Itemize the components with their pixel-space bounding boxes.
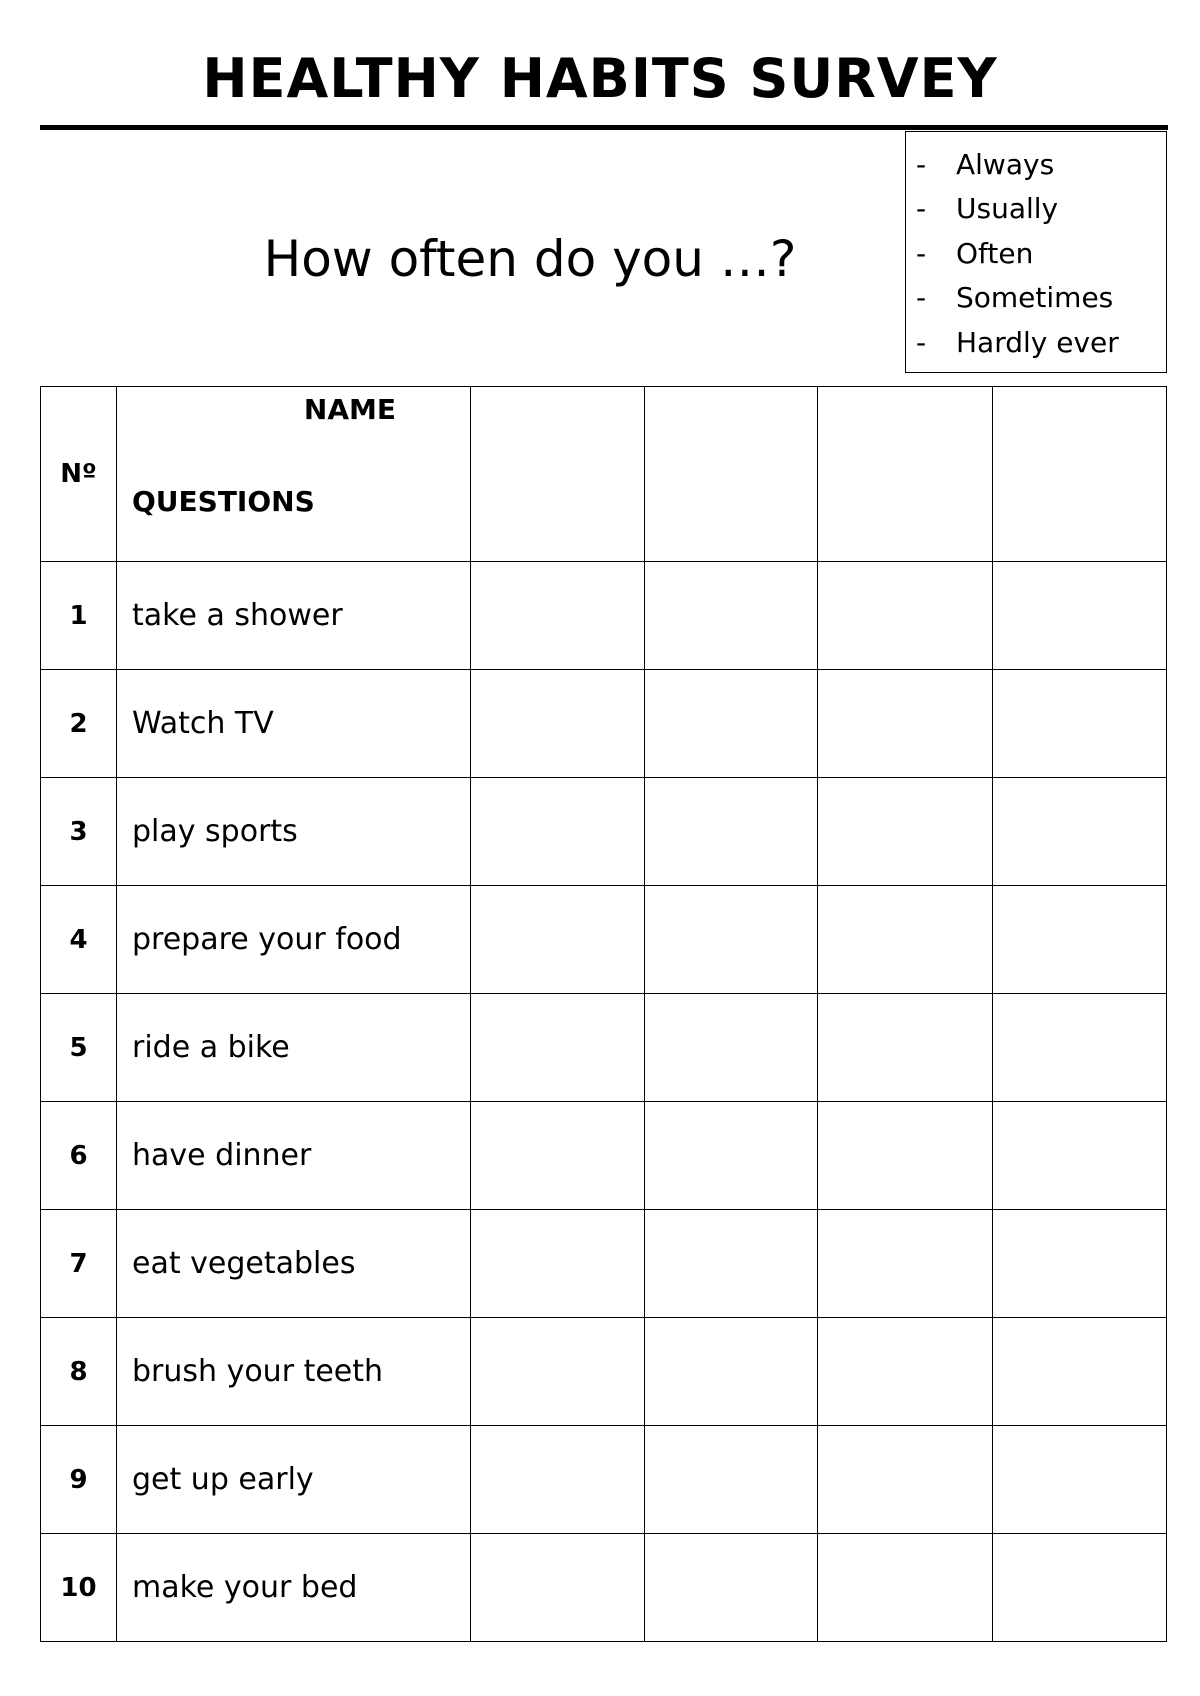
- answer-cell[interactable]: [645, 1102, 818, 1210]
- answer-cell[interactable]: [818, 562, 993, 670]
- row-question: ride a bike: [117, 994, 471, 1102]
- answer-cell[interactable]: [818, 1210, 993, 1318]
- answer-cell[interactable]: [645, 1534, 818, 1642]
- answer-cell[interactable]: [818, 1426, 993, 1534]
- questions-header: QUESTIONS: [132, 485, 315, 518]
- answer-cell[interactable]: [818, 1534, 993, 1642]
- row-number: 8: [41, 1318, 117, 1426]
- row-number: 4: [41, 886, 117, 994]
- answer-cell[interactable]: [993, 1318, 1167, 1426]
- answer-cell[interactable]: [818, 1318, 993, 1426]
- table-row: [41, 1318, 1167, 1426]
- name-entry-cell-1[interactable]: [471, 387, 645, 562]
- row-number: 7: [41, 1210, 117, 1318]
- legend-label: Sometimes: [956, 281, 1114, 315]
- answer-cell[interactable]: [645, 1426, 818, 1534]
- legend-item-always: [906, 142, 1166, 187]
- answer-cell[interactable]: [818, 670, 993, 778]
- answer-cell[interactable]: [645, 886, 818, 994]
- row-question: get up early: [117, 1426, 471, 1534]
- table-row: [41, 778, 1167, 886]
- frequency-legend: [905, 131, 1167, 373]
- legend-item-often: [906, 231, 1166, 276]
- table-row: [41, 1102, 1167, 1210]
- table-row: [41, 670, 1167, 778]
- row-question: prepare your food: [117, 886, 471, 994]
- row-question: make your bed: [117, 1534, 471, 1642]
- row-number: 3: [41, 778, 117, 886]
- name-entry-cell-2[interactable]: [645, 387, 818, 562]
- answer-cell[interactable]: [645, 562, 818, 670]
- legend-dash: -: [916, 192, 927, 226]
- answer-cell[interactable]: [993, 1426, 1167, 1534]
- legend-dash: -: [916, 281, 927, 315]
- row-question: brush your teeth: [117, 1318, 471, 1426]
- table-row: [41, 1426, 1167, 1534]
- legend-dash: -: [916, 325, 927, 359]
- answer-cell[interactable]: [645, 994, 818, 1102]
- name-entry-cell-4[interactable]: [993, 387, 1167, 562]
- answer-cell[interactable]: [471, 562, 645, 670]
- row-number: 10: [41, 1534, 117, 1642]
- name-header: NAME: [303, 393, 396, 426]
- legend-label: Often: [956, 236, 1034, 270]
- answer-cell[interactable]: [818, 778, 993, 886]
- answer-cell[interactable]: [471, 1102, 645, 1210]
- answer-cell[interactable]: [471, 886, 645, 994]
- table-header-row: [41, 387, 1167, 562]
- row-number: 6: [41, 1102, 117, 1210]
- legend-label: Always: [956, 147, 1055, 181]
- legend-dash: -: [916, 147, 927, 181]
- table-row: [41, 1534, 1167, 1642]
- name-questions-header: [117, 387, 471, 562]
- answer-cell[interactable]: [993, 778, 1167, 886]
- answer-cell[interactable]: [471, 1210, 645, 1318]
- answer-cell[interactable]: [993, 670, 1167, 778]
- row-question: play sports: [117, 778, 471, 886]
- legend-dash: -: [916, 236, 927, 270]
- table-row: [41, 886, 1167, 994]
- row-number: 5: [41, 994, 117, 1102]
- table-row: [41, 562, 1167, 670]
- legend-item-sometimes: [906, 276, 1166, 321]
- answer-cell[interactable]: [645, 670, 818, 778]
- answer-cell[interactable]: [818, 1102, 993, 1210]
- answer-cell[interactable]: [471, 670, 645, 778]
- row-question: take a shower: [117, 562, 471, 670]
- legend-label: Usually: [956, 192, 1059, 226]
- legend-item-usually: [906, 187, 1166, 232]
- survey-table: [40, 386, 1167, 1642]
- legend-label: Hardly ever: [956, 325, 1119, 359]
- table-row: [41, 994, 1167, 1102]
- table-row: [41, 1210, 1167, 1318]
- answer-cell[interactable]: [471, 778, 645, 886]
- row-number: 9: [41, 1426, 117, 1534]
- number-header: Nº: [41, 387, 117, 562]
- row-number: 1: [41, 562, 117, 670]
- answer-cell[interactable]: [645, 1210, 818, 1318]
- answer-cell[interactable]: [645, 1318, 818, 1426]
- answer-cell[interactable]: [818, 886, 993, 994]
- answer-cell[interactable]: [471, 994, 645, 1102]
- row-question: eat vegetables: [117, 1210, 471, 1318]
- name-entry-cell-3[interactable]: [818, 387, 993, 562]
- survey-title: HEALTHY HABITS SURVEY: [202, 47, 998, 110]
- answer-cell[interactable]: [993, 562, 1167, 670]
- answer-cell[interactable]: [993, 886, 1167, 994]
- title-divider: [40, 125, 1168, 130]
- answer-cell[interactable]: [471, 1534, 645, 1642]
- row-question: have dinner: [117, 1102, 471, 1210]
- answer-cell[interactable]: [818, 994, 993, 1102]
- answer-cell[interactable]: [993, 1534, 1167, 1642]
- answer-cell[interactable]: [993, 994, 1167, 1102]
- row-number: 2: [41, 670, 117, 778]
- row-question: Watch TV: [117, 670, 471, 778]
- answer-cell[interactable]: [471, 1426, 645, 1534]
- answer-cell[interactable]: [645, 778, 818, 886]
- legend-item-hardly-ever: [906, 320, 1166, 365]
- answer-cell[interactable]: [993, 1210, 1167, 1318]
- survey-subtitle: How often do you …?: [263, 230, 797, 288]
- answer-cell[interactable]: [993, 1102, 1167, 1210]
- answer-cell[interactable]: [471, 1318, 645, 1426]
